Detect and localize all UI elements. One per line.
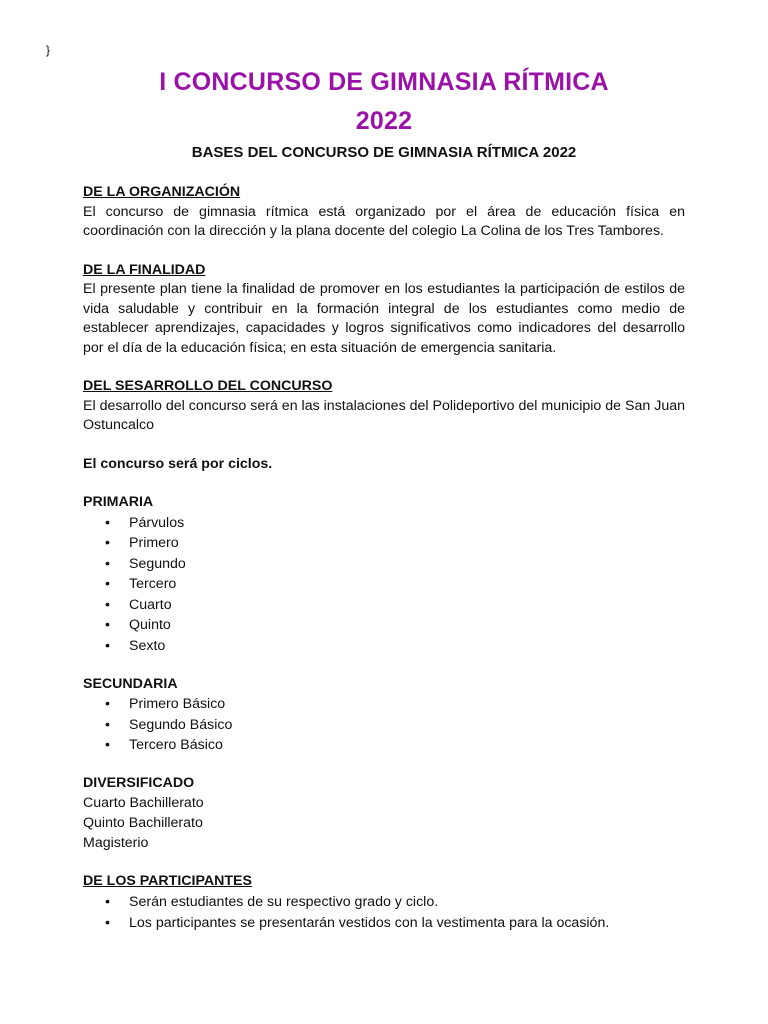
bullet-icon: • — [105, 696, 110, 713]
section-heading-desarrollo: DEL SESARROLLO DEL CONCURSO — [83, 378, 333, 394]
list-item: • Quinto — [83, 615, 685, 636]
list-item: • Serán estudiantes de su respectivo grado y ciclo. — [83, 892, 685, 913]
list-item: • Sexto — [83, 636, 685, 657]
list-item: • Los participantes se presentarán vestidos con la vestimenta para la ocasión. — [83, 913, 685, 934]
diversificado-line: Cuarto Bachillerato — [83, 795, 204, 812]
bullet-icon: • — [105, 617, 110, 634]
list-item: • Segundo — [83, 554, 685, 575]
list-item: • Segundo Básico — [83, 715, 685, 736]
list-item: • Cuarto — [83, 595, 685, 616]
list-item: • Primero Básico — [83, 694, 685, 715]
ciclos-note: El concurso será por ciclos. — [83, 455, 273, 472]
stray-brace-mark: } — [46, 43, 51, 57]
bullet-icon: • — [105, 638, 110, 655]
document-title-line-1: I CONCURSO DE GIMNASIA RÍTMICA — [159, 68, 609, 96]
bullet-icon: • — [105, 716, 110, 733]
section-text-finalidad: El presente plan tiene la finalidad de promover en los estudiantes la participación de estilos de vida saludable y contribuir en la formación integral de los estudiantes como medio de establecer aprendizajes, capacidades y logros significativos como indicadores del desarrollo por el día de la educación física; en esta situación de emergencia sanitaria. — [83, 281, 685, 356]
section-heading-organizacion: DE LA ORGANIZACIÓN — [83, 184, 241, 200]
section-heading-secundaria: SECUNDARIA — [83, 675, 178, 692]
list-item: • Primero — [83, 533, 685, 554]
bullet-icon: • — [105, 535, 110, 552]
document-subtitle: BASES DEL CONCURSO DE GIMNASIA RÍTMICA 2022 — [191, 144, 577, 161]
section-heading-primaria: PRIMARIA — [83, 494, 154, 510]
bullet-icon: • — [105, 514, 110, 531]
primaria-list — [83, 513, 685, 657]
secundaria-list — [83, 694, 685, 756]
bullet-icon: • — [105, 893, 110, 910]
document-body — [83, 183, 685, 933]
participantes-list — [83, 892, 685, 933]
section-heading-finalidad: DE LA FINALIDAD — [83, 261, 206, 278]
section-text-desarrollo: El desarrollo del concurso será en las instalaciones del Polideportivo del municipio de San Juan Ostuncalco — [83, 397, 685, 433]
diversificado-line: Magisterio — [83, 835, 149, 852]
bullet-icon: • — [105, 914, 110, 931]
diversificado-line: Quinto Bachillerato — [83, 815, 203, 832]
bullet-icon: • — [105, 576, 110, 593]
document-title-line-2: 2022 — [355, 107, 413, 135]
bullet-icon: • — [105, 596, 110, 613]
bullet-icon: • — [105, 555, 110, 572]
list-item: • Párvulos — [83, 513, 685, 534]
list-item: • Tercero — [83, 574, 685, 595]
list-item: • Tercero Básico — [83, 735, 685, 756]
bullet-icon: • — [105, 737, 110, 754]
section-text-organizacion: El concurso de gimnasia rítmica está organizado por el área de educación física en coordinación con la dirección y la plana docente del colegio La Colina de los Tres Tambores. — [83, 203, 685, 239]
section-heading-participantes: DE LOS PARTICIPANTES — [83, 873, 252, 890]
section-heading-diversificado: DIVERSIFICADO — [83, 774, 195, 791]
